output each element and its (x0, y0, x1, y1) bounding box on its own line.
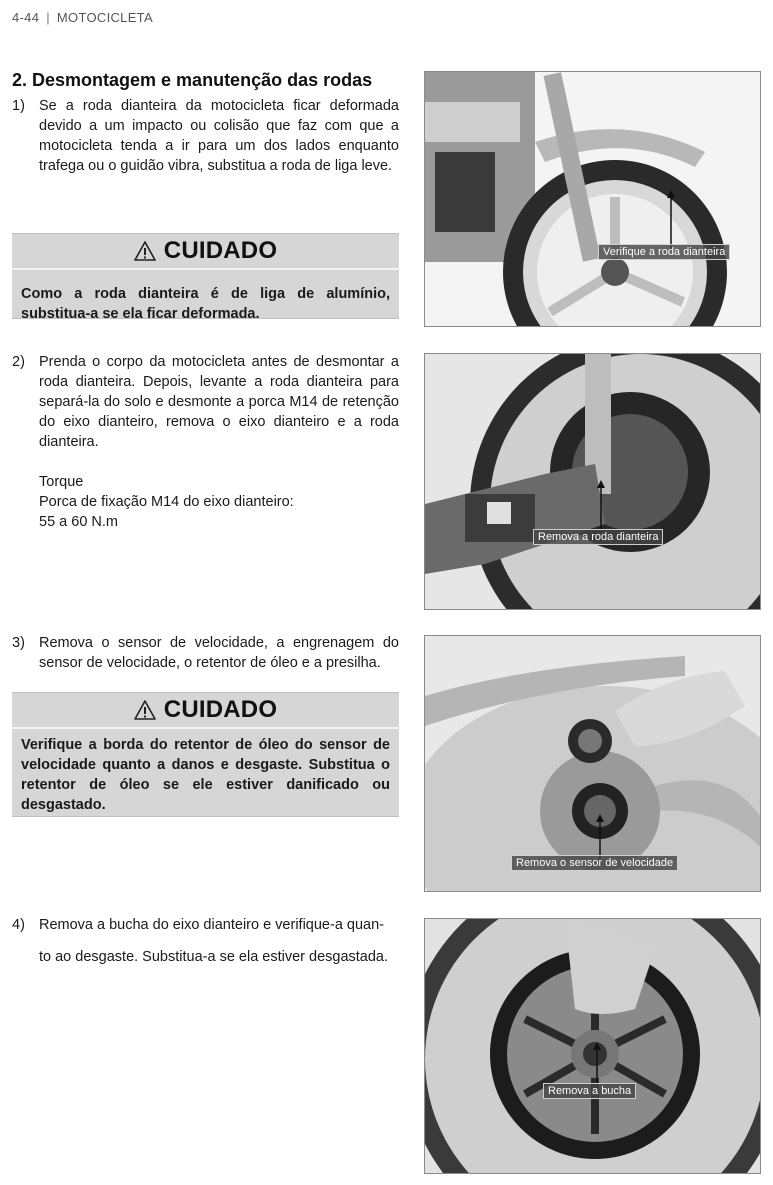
step-2 (12, 352, 399, 532)
motorcycle-front-wheel-photo (424, 71, 761, 327)
step-text: Se a roda dianteira da motocicleta ficar deformada devido a um impacto ou colisão que faz com que a motocicleta tenda a ir para um dos lados enquanto trafega ou o guidão vibra, substitua a roda de liga leve. (39, 98, 399, 174)
caution-box-2 (12, 692, 399, 817)
torque-spec (39, 472, 399, 532)
photo-caption: Remova o sensor de velocidade (511, 855, 678, 871)
photo-caption: Verifique a roda dianteira (598, 244, 730, 260)
speed-sensor-removal-photo (424, 635, 761, 892)
caution-title: CUIDADO (163, 237, 278, 264)
caution-heading (12, 234, 399, 270)
page-header: 4-44 | MOTOCICLETA (12, 10, 153, 25)
step-3 (12, 633, 399, 673)
step-text: Prenda o corpo da motocicleta antes de desmontar a roda dianteira. Depois, levante a roda dianteira para separá-la do solo e desmonte a porca M14 de retenção do eixo dianteiro, remova o eixo dianteiro e a roda dianteira. (39, 354, 399, 450)
warning-triangle-icon (134, 241, 156, 261)
step-number: 2) (12, 354, 25, 370)
torque-item: Porca de fixação M14 do eixo dianteiro: (39, 494, 294, 510)
caution-text: Verifique a borda do retentor de óleo do sensor de velocidade quanto a danos e desgaste. Substitua o retentor de óleo se ele estiver danificado ou desgastado. (21, 737, 390, 813)
photo-caption: Remova a roda dianteira (533, 529, 663, 545)
step-text-line-1: Remova a bucha do eixo dianteiro e verifique-a quan- (39, 917, 384, 933)
axle-bushing-removal-photo (424, 918, 761, 1174)
section-title: 2. Desmontagem e manutenção das rodas (12, 70, 373, 90)
impact-wrench-axle-photo (424, 353, 761, 610)
step-number: 3) (12, 635, 25, 651)
step-1 (12, 96, 399, 176)
caution-box-1 (12, 233, 399, 322)
caution-heading (12, 693, 399, 729)
warning-triangle-icon (134, 700, 156, 720)
section-name: MOTOCICLETA (56, 10, 153, 25)
step-number: 4) (12, 917, 25, 933)
step-text: Remova o sensor de velocidade, a engrenagem do sensor de velocidade, o retentor de óleo e a presilha. (39, 635, 399, 671)
caution-title: CUIDADO (163, 696, 278, 723)
photo-caption: Remova a bucha (543, 1083, 636, 1099)
torque-label: Torque (39, 474, 84, 490)
torque-value: 55 a 60 N.m (39, 514, 118, 530)
step-number: 1) (12, 98, 25, 114)
page-number: 4-44 (12, 10, 40, 25)
caution-text: Como a roda dianteira é de liga de alumínio, substitua-a se ela ficar deformada. (21, 286, 390, 322)
step-4 (12, 915, 399, 967)
step-text-line-2: to ao desgaste. Substitua-a se ela estiver desgastada. (39, 949, 389, 965)
